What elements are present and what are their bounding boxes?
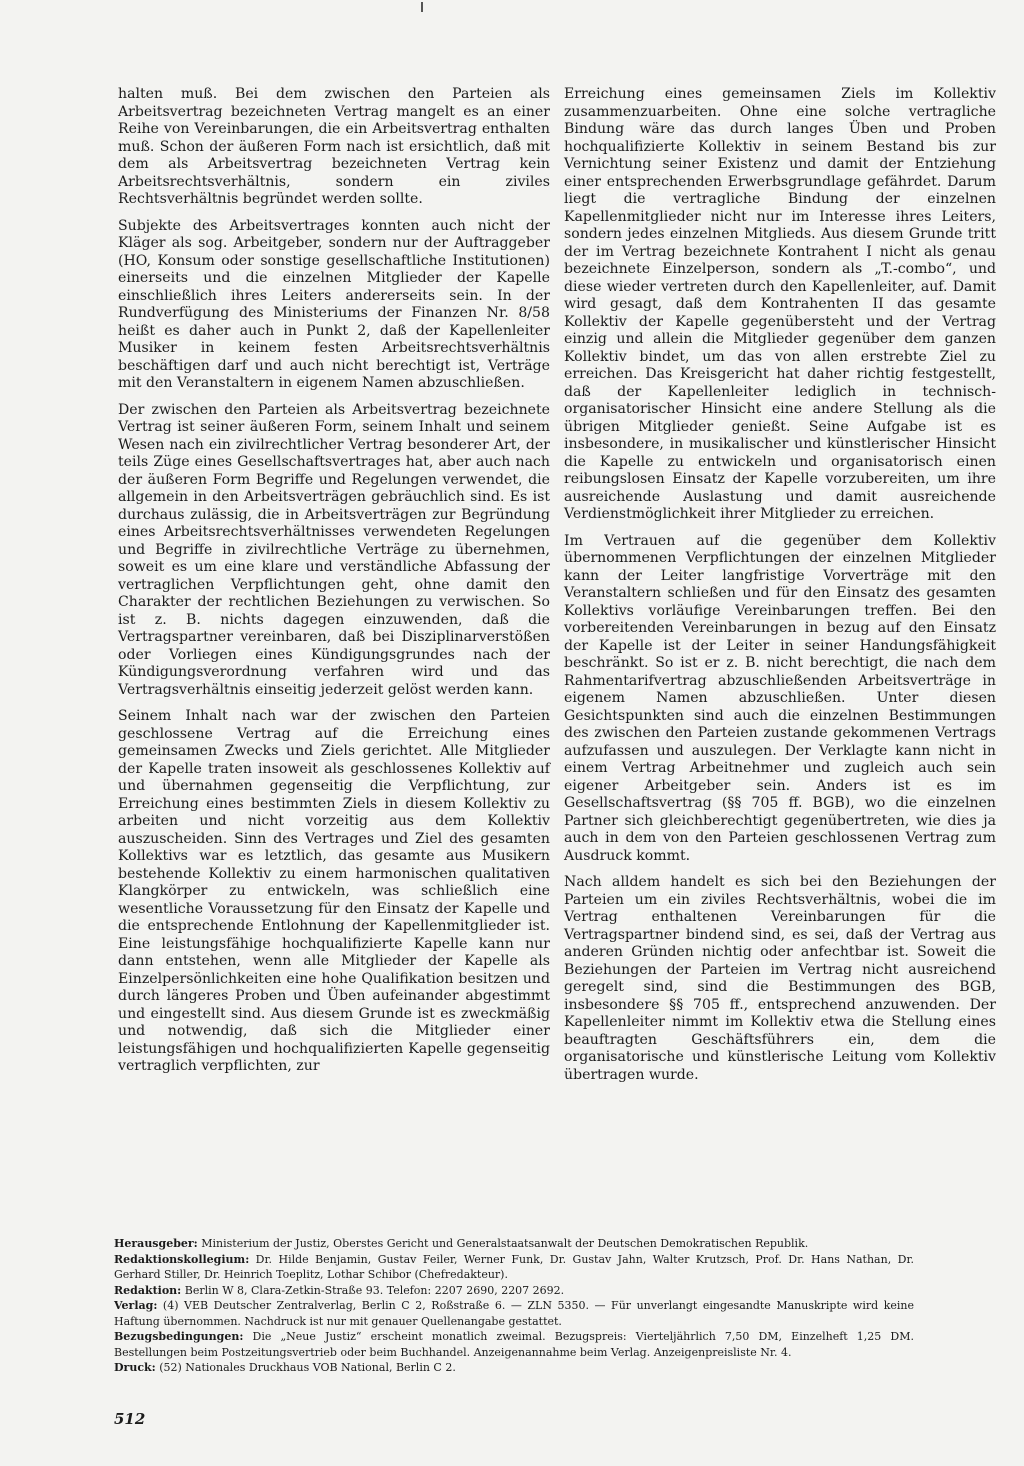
imprint-text: Ministerium der Justiz, Oberstes Gericht und Generalstaatsanwalt der Deutschen Demokratischen Republik. xyxy=(197,1237,809,1250)
imprint-line xyxy=(114,1283,914,1299)
paragraph: Nach alldem handelt es sich bei den Beziehungen der Parteien um ein ziviles Rechtsverhältnis, wobei die im Vertrag enthaltenen Vereinbarungen für die Vertragspartner bindend sind, es sei, daß der Vertrag aus anderen Gründen nichtig oder anfechtbar ist. Soweit die Beziehungen der Parteien im Vertrag nicht ausreichend geregelt sind, sind die Bestimmungen des BGB, insbesondere §§ 705 ff., entsprechend anzuwenden. Der Kapellenleiter nimmt im Kollektiv etwa die Stellung eines beauftragten Geschäftsführers ein, dem die organisatorische und künstlerische Leitung vom Kollektiv übertragen wurde. xyxy=(564,874,996,1083)
imprint-line xyxy=(114,1252,914,1283)
imprint-label: Redaktion: xyxy=(114,1283,182,1297)
imprint-label: Herausgeber: xyxy=(114,1237,198,1250)
imprint-text: Berlin W 8, Clara-Zetkin-Straße 93. Telefon: 2207 2690, 2207 2692. xyxy=(181,1283,565,1297)
imprint-text: Dr. Hilde Benjamin, Gustav Feiler, Werner Funk, Dr. Gustav Jahn, Walter Krutzsch, Prof. Dr. Hans Nathan, Dr. Gerhard Stiller, Dr. Heinrich Toeplitz, Lothar Schibor (Chefredakteur). xyxy=(114,1252,914,1281)
imprint-block xyxy=(114,1236,914,1376)
imprint-line xyxy=(114,1360,914,1376)
imprint-label: Druck: xyxy=(114,1361,156,1374)
imprint-label: Bezugsbedingungen: xyxy=(114,1330,244,1343)
paragraph: halten muß. Bei dem zwischen den Parteien als Arbeitsvertrag bezeichneten Vertrag mangelt es an einer Reihe von Vereinbarungen, die ein Arbeitsvertrag enthalten muß. Schon der äußeren Form nach ist ersichtlich, daß mit dem als Arbeitsvertrag bezeichneten Vertrag kein Arbeitsrechtsverhältnis, sondern ein ziviles Rechtsverhältnis begründet werden sollte. xyxy=(118,86,550,207)
page-number: 512 xyxy=(114,1410,146,1428)
imprint-line xyxy=(114,1236,914,1252)
imprint-label: Redaktionskollegium: xyxy=(114,1252,250,1266)
paragraph: Subjekte des Arbeitsvertrages konnten auch nicht der Kläger als sog. Arbeitgeber, sondern nur der Auftraggeber (HO, Konsum oder sonstige gesellschaftliche Institutionen) einerseits und die einzelnen Mitglieder der Kapelle einschließlich ihres Leiters andererseits sein. In der Rundverfügung des Ministeriums der Finanzen Nr. 8/58 heißt es daher auch in Punkt 2, daß der Kapellenleiter Musiker in keinem festen Arbeitsrechtsverhältnis beschäftigen darf und auch nicht berechtigt ist, Verträge mit den Veranstaltern in eigenem Namen abzuschließen. xyxy=(118,217,550,391)
paragraph: Im Vertrauen auf die gegenüber dem Kollektiv übernommenen Verpflichtungen der einzelnen Mitglieder kann der Leiter langfristige Vorverträge mit den Veranstaltern schließen und für den Einsatz des gesamten Kollektivs vorläufige Vereinbarungen treffen. Bei den vorbereitenden Vereinbarungen in bezug auf den Einsatz der Kapelle ist der Leiter in seiner Handungsfähigkeit beschränkt. So ist er z. B. nicht berechtigt, die nach dem Rahmentarifvertrag abzuschließenden Arbeitsverträge in eigenem Namen abzuschließen. Unter diesen Gesichtspunkten sind auch die einzelnen Bestimmungen des zwischen den Parteien zustande gekommenen Vertrags aufzufassen und auszulegen. Der Verklagte kann nicht in einem Vertrag Arbeitnehmer und zugleich auch sein eigener Arbeitgeber sein. Anders ist es im Gesellschaftsvertrag (§§ 705 ff. BGB), wo die einzelnen Partner sich gleichberechtigt gegenübertreten, wie dies ja auch in dem von den Parteien geschlossenen Vertrag zum Ausdruck kommt. xyxy=(564,532,996,864)
right-column xyxy=(564,86,996,1093)
paragraph: Der zwischen den Parteien als Arbeitsvertrag bezeichnete Vertrag ist seiner äußeren Form, seinem Inhalt und seinem Wesen nach ein zivilrechtlicher Vertrag besonderer Art, der teils Züge eines Gesellschaftsvertrages hat, aber auch nach der äußeren Form Begriffe und Regelungen verwendet, die allgemein in den Arbeitsverträgen gebräuchlich sind. Es ist durchaus zulässig, die in Arbeitsverträgen zur Begründung eines Arbeitsrechtsverhältnisses verwendeten Regelungen und Begriffe in zivilrechtliche Verträge zu übernehmen, soweit es um eine klare und verständliche Abfassung der vertraglichen Verpflichtungen geht, ohne damit den Charakter der rechtlichen Beziehungen zu verwischen. So ist z. B. nichts dagegen einzuwenden, daß die Vertragspartner vereinbaren, daß bei Disziplinarverstößen oder Vorliegen eines Kündigungsgrundes nach der Kündigungsverordnung verfahren wird und das Vertragsverhältnis einseitig jederzeit gelöst werden kann. xyxy=(118,401,550,698)
left-column xyxy=(118,86,550,1085)
scan-speck xyxy=(421,2,423,12)
imprint-line xyxy=(114,1298,914,1329)
imprint-text: Die „Neue Justiz“ erscheint monatlich zweimal. Bezugspreis: Vierteljährlich 7,50 DM, Einzelheft 1,25 DM. Bestellungen beim Postzeitungsvertrieb oder beim Buchhandel. Anzeigenannahme beim Verlag. Anzeigenpreisliste Nr. 4. xyxy=(114,1330,914,1359)
imprint-text: (4) VEB Deutscher Zentralverlag, Berlin C 2, Roßstraße 6. — ZLN 5350. — Für unverlangt eingesandte Manuskripte wird keine Haftung übernommen. Nachdruck ist nur mit genauer Quellenangabe gestattet. xyxy=(114,1299,914,1328)
paragraph: Seinem Inhalt nach war der zwischen den Parteien geschlossene Vertrag auf die Erreichung eines gemeinsamen Zwecks und Ziels gerichtet. Alle Mitglieder der Kapelle traten insoweit als geschlossenes Kollektiv auf und übernahmen gegenseitig die Verpflichtung, zur Erreichung eines bestimmten Ziels in diesem Kollektiv zu arbeiten und nicht vorzeitig aus dem Kollektiv auszuscheiden. Sinn des Vertrages und Ziel des gesamten Kollektivs war es letztlich, das gesamte aus Musikern bestehende Kollektiv zu einem harmonischen qualitativen Klangkörper zu entwickeln, was schließlich eine wesentliche Voraussetzung für den Einsatz der Kapelle und die entsprechende Entlohnung der Kapellenmitglieder ist. Eine leistungsfähige hochqualifizierte Kapelle kann nur dann entstehen, wenn alle Mitglieder der Kapelle als Einzelpersönlichkeiten eine hohe Qualifikation besitzen und durch längeres Proben und Üben aufeinander abgestimmt und eingestellt sind. Aus diesem Grunde ist es zweckmäßig und notwendig, daß sich die Mitglieder einer leistungsfähigen und hochqualifizierten Kapelle gegenseitig vertraglich verpflichten, zur xyxy=(118,708,550,1074)
imprint-line xyxy=(114,1329,914,1360)
imprint-label: Verlag: xyxy=(114,1299,158,1312)
imprint-text: (52) Nationales Druckhaus VOB National, Berlin C 2. xyxy=(155,1361,456,1374)
paragraph: Erreichung eines gemeinsamen Ziels im Kollektiv zusammenzuarbeiten. Ohne eine solche vertragliche Bindung wäre das durch langes Üben und Proben hochqualifizierte Kollektiv in seinem Bestand bis zur Vernichtung seiner Existenz und damit der Entziehung einer entsprechenden Erwerbsgrundlage gefährdet. Darum liegt die vertragliche Bindung der einzelnen Kapellenmitglieder nicht nur im Interesse ihres Leiters, sondern jedes einzelnen Mitglieds. Aus diesem Grunde tritt der im Vertrag bezeichnete Kontrahent I nicht als genau bezeichnete Einzelperson, sondern als „T.-combo“, und diese wieder vertreten durch den Kapellenleiter, auf. Damit wird gesagt, daß dem Kontrahenten II das gesamte Kollektiv der Kapelle gegenübersteht und der Vertrag einzig und allein die Mitglieder gegenüber dem ganzen Kollektiv bindet, um das von allen erstrebte Ziel zu erreichen. Das Kreisgericht hat daher richtig festgestellt, daß der Kapellenleiter lediglich in technisch-organisatorischer Hinsicht eine andere Stellung als die übrigen Mitglieder genießt. Seine Aufgabe ist es insbesondere, in musikalischer und künstlerischer Hinsicht die Kapelle zu entwickeln und organisatorisch einen reibungslosen Einsatz der Kapelle vorzubereiten, um ihre ausreichende Auslastung und damit ausreichende Verdienstmöglichkeit ihrer Mitglieder zu erreichen. xyxy=(564,86,996,522)
